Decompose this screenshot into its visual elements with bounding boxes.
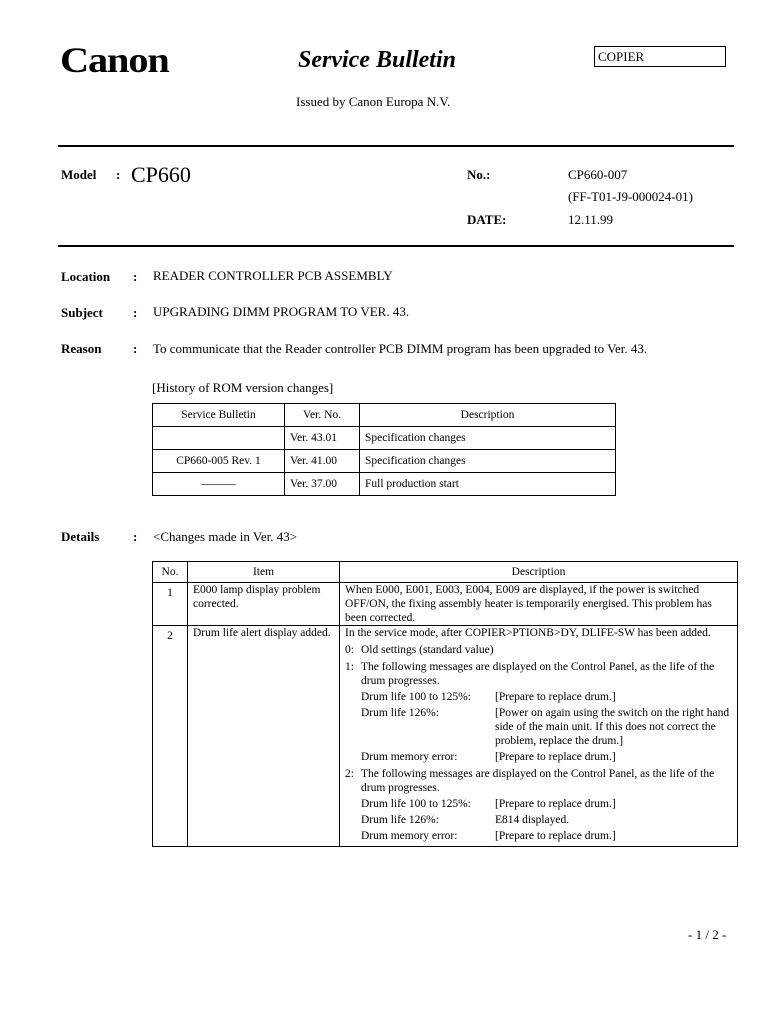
column-header: Service Bulletin [153, 404, 285, 427]
table-cell: Full production start [360, 473, 616, 496]
table-cell: Ver. 37.00 [285, 473, 360, 496]
no-reference: (FF-T01-J9-000024-01) [568, 189, 693, 204]
drum-condition: Drum life 100 to 125%: [361, 691, 471, 703]
row-item: Drum life alert display added. [188, 626, 340, 847]
model-label: Model [61, 167, 97, 182]
table-row [153, 626, 738, 847]
table-row [153, 427, 616, 450]
location-label: Location [61, 269, 111, 284]
issued-by: Issued by Canon Europa N.V. [296, 94, 451, 109]
table-cell: Specification changes [360, 427, 616, 450]
row-number: 2 [153, 626, 188, 847]
row-description: When E000, E001, E003, E004, E009 are displayed, if the power is switched OFF/ON, the fixing assembly heater is temporarily energised. This problem has been corrected. [340, 583, 738, 626]
drum-line [345, 813, 732, 827]
option-2 [345, 767, 732, 795]
drum-message: [Prepare to replace drum.] [495, 798, 616, 810]
row-number: 1 [153, 583, 188, 626]
table-header-row [153, 562, 738, 583]
description-intro: In the service mode, after COPIER>PTIONB>DY, DLIFE-SW has been added. [345, 627, 711, 639]
table-cell: Ver. 43.01 [285, 427, 360, 450]
drum-message: [Prepare to replace drum.] [495, 691, 616, 703]
reason-value: To communicate that the Reader controller PCB DIMM program has been upgraded to Ver. 43. [153, 341, 648, 356]
category-box: COPIER [594, 46, 726, 67]
divider-top [58, 145, 734, 147]
drum-condition: Drum life 100 to 125%: [361, 798, 471, 810]
reason-colon: : [133, 341, 138, 356]
location-colon: : [133, 269, 138, 284]
option-text: Old settings (standard value) [361, 644, 494, 656]
table-row [153, 450, 616, 473]
subject-label: Subject [61, 305, 103, 320]
row-item: E000 lamp display problem corrected. [188, 583, 340, 626]
drum-line [345, 797, 732, 811]
table-cell: CP660-005 Rev. 1 [153, 450, 285, 473]
details-label: Details [61, 529, 100, 544]
no-label: No.: [467, 167, 491, 182]
column-header: Description [340, 562, 738, 583]
option-0 [345, 643, 732, 657]
details-colon: : [133, 529, 138, 544]
column-header: No. [153, 562, 188, 583]
table-header-row [153, 404, 616, 427]
rom-history-caption: [History of ROM version changes] [152, 380, 334, 395]
table-cell: Specification changes [360, 450, 616, 473]
page-number: - 1 / 2 - [688, 927, 727, 942]
location-value: READER CONTROLLER PCB ASSEMBLY [153, 268, 393, 283]
details-caption: <Changes made in Ver. 43> [153, 529, 298, 544]
table-row [153, 473, 616, 496]
option-text: The following messages are displayed on the Control Panel, as the life of the drum progresses. [361, 768, 715, 794]
subject-value: UPGRADING DIMM PROGRAM TO VER. 43. [153, 304, 410, 319]
column-header: Ver. No. [285, 404, 360, 427]
subject-colon: : [133, 305, 138, 320]
drum-line [345, 706, 732, 748]
drum-condition: Drum memory error: [361, 830, 458, 842]
drum-condition: Drum life 126%: [361, 814, 439, 826]
drum-line [345, 690, 732, 704]
option-1 [345, 660, 732, 688]
drum-condition: Drum memory error: [361, 751, 458, 763]
drum-line [345, 829, 732, 843]
column-header: Description [360, 404, 616, 427]
changes-table [152, 561, 738, 847]
table-cell: Ver. 41.00 [285, 450, 360, 473]
table-row [153, 583, 738, 626]
no-value: CP660-007 [568, 167, 628, 182]
drum-message: [Prepare to replace drum.] [495, 830, 616, 842]
option-text: The following messages are displayed on the Control Panel, as the life of the drum progresses. [361, 661, 715, 687]
drum-message: [Prepare to replace drum.] [495, 751, 616, 763]
model-colon: : [116, 167, 121, 182]
column-header: Item [188, 562, 340, 583]
table-cell [153, 427, 285, 450]
date-value: 12.11.99 [568, 212, 614, 227]
drum-message: E814 displayed. [495, 814, 570, 826]
reason-label: Reason [61, 341, 102, 356]
drum-condition: Drum life 126%: [361, 707, 439, 719]
model-value: CP660 [131, 162, 191, 187]
page-title: Service Bulletin [298, 47, 456, 73]
table-cell: ——— [153, 473, 285, 496]
option-number: 0: [345, 644, 354, 656]
divider-bottom [58, 245, 734, 247]
drum-line [345, 750, 732, 764]
rom-history-table [152, 403, 616, 496]
option-number: 1: [345, 661, 354, 673]
row-description [340, 626, 738, 847]
option-number: 2: [345, 768, 354, 780]
drum-message: [Power on again using the switch on the right hand side of the main unit. If this does not correct the problem, replace the drum.] [495, 707, 730, 747]
canon-logo: Canon [60, 40, 169, 80]
date-label: DATE: [467, 212, 507, 227]
